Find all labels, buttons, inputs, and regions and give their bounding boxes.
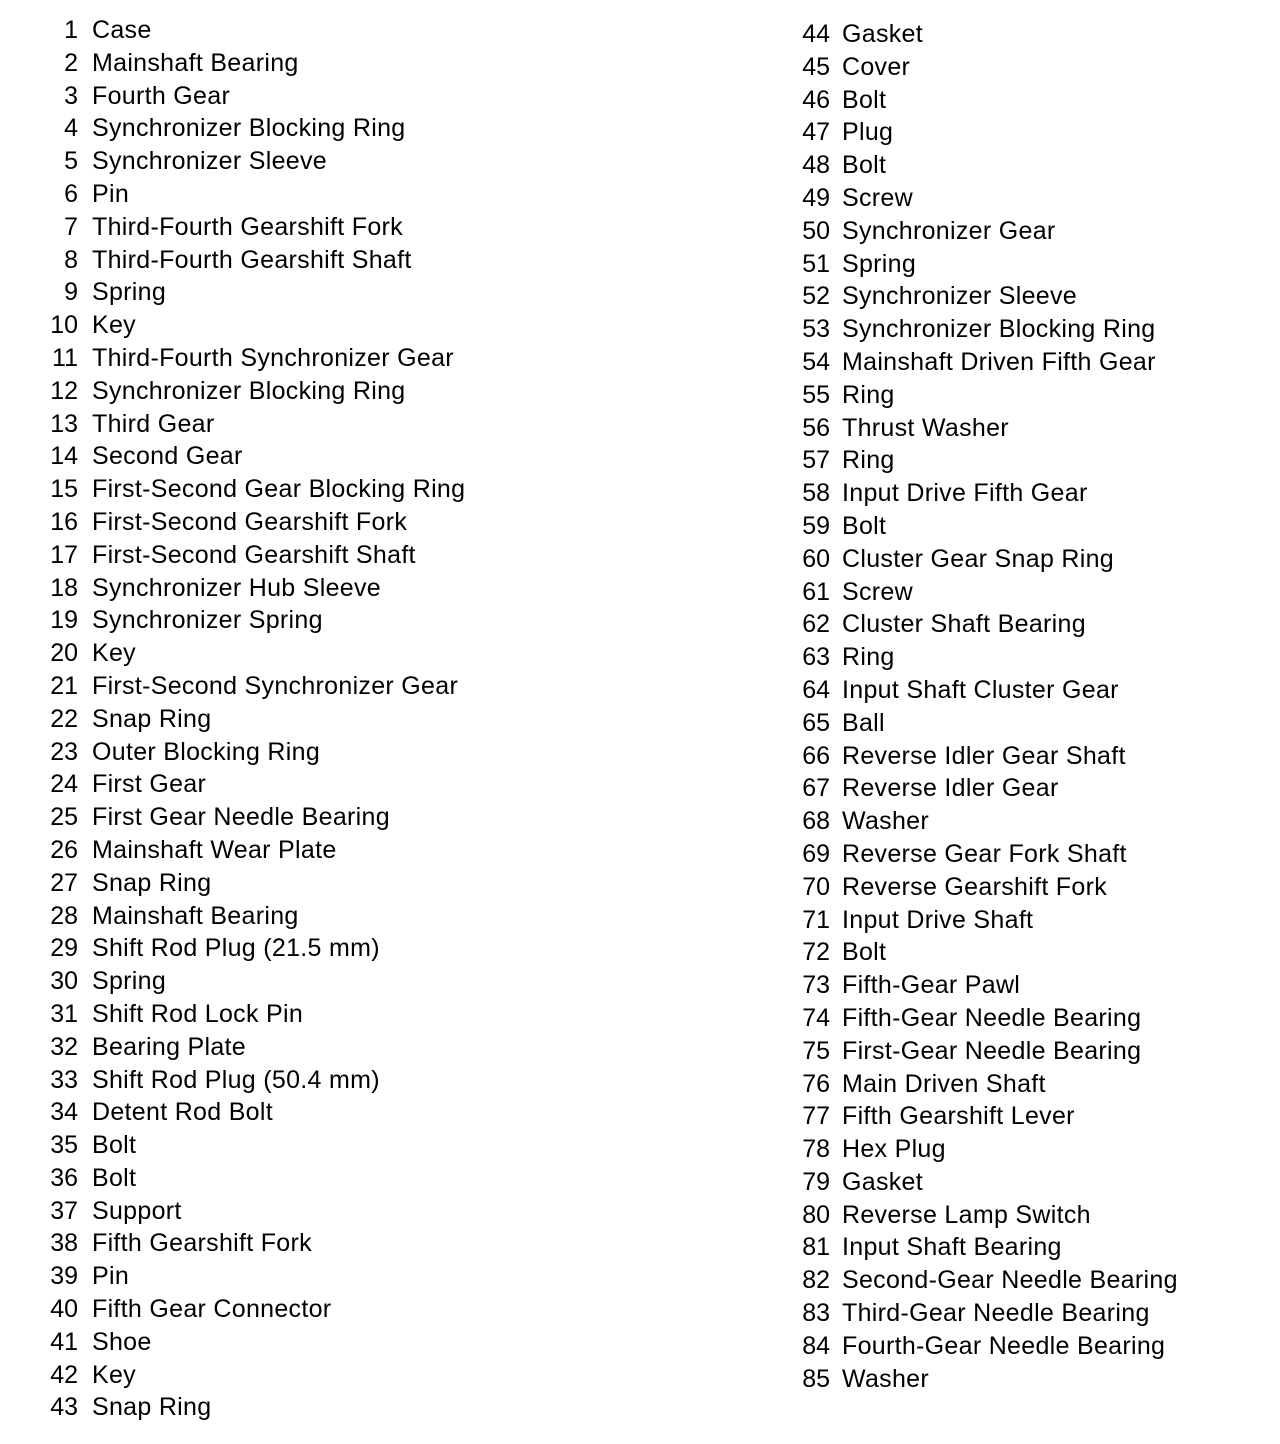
part-number: 85: [802, 1364, 830, 1393]
part-number: 3: [64, 81, 78, 110]
part-name: Gasket: [842, 1167, 923, 1196]
part-row: [0, 670, 640, 703]
part-number: 70: [802, 872, 830, 901]
part-number: 62: [802, 610, 830, 639]
part-row: [0, 900, 640, 933]
part-row: [0, 604, 640, 637]
part-number: 35: [50, 1131, 78, 1160]
part-name: Fifth Gearshift Fork: [92, 1229, 312, 1258]
part-number: 71: [802, 905, 830, 934]
part-name: Fifth-Gear Pawl: [842, 971, 1021, 1000]
part-row: [0, 801, 640, 834]
part-name: Reverse Gearshift Fork: [842, 872, 1108, 901]
part-row: [744, 1264, 1280, 1297]
part-number: 66: [802, 741, 830, 770]
part-name: Shift Rod Plug (50.4 mm): [92, 1065, 380, 1094]
part-row: [0, 1031, 640, 1064]
part-number: 65: [802, 708, 830, 737]
part-number: 33: [50, 1065, 78, 1094]
part-row: [0, 506, 640, 539]
part-row: [744, 116, 1280, 149]
part-row: [0, 145, 640, 178]
part-number: 43: [50, 1393, 78, 1422]
part-row: [744, 1166, 1280, 1199]
part-row: [744, 641, 1280, 674]
part-name: Hex Plug: [842, 1135, 946, 1164]
part-row: [0, 572, 640, 605]
part-name: Reverse Idler Gear: [842, 774, 1059, 803]
part-number: 19: [50, 606, 78, 635]
part-row: [744, 1231, 1280, 1264]
part-name: Shoe: [92, 1327, 152, 1356]
part-number: 36: [50, 1163, 78, 1192]
part-name: Cluster Gear Snap Ring: [842, 544, 1115, 573]
part-number: 18: [50, 573, 78, 602]
part-name: Ball: [842, 708, 885, 737]
part-name: Screw: [842, 183, 913, 212]
part-row: [0, 1129, 640, 1162]
part-number: 4: [64, 114, 78, 143]
part-row: [744, 1330, 1280, 1363]
part-row: [744, 1297, 1280, 1330]
part-row: [0, 1195, 640, 1228]
part-row: [0, 703, 640, 736]
part-row: [744, 1035, 1280, 1068]
parts-list-left-column: [0, 14, 640, 1424]
part-name: Screw: [842, 577, 913, 606]
part-row: [0, 47, 640, 80]
part-row: [0, 768, 640, 801]
part-row: [0, 998, 640, 1031]
part-number: 5: [64, 147, 78, 176]
part-row: [0, 1359, 640, 1392]
part-row: [744, 149, 1280, 182]
part-number: 48: [802, 151, 830, 180]
part-name: Synchronizer Hub Sleeve: [92, 573, 381, 602]
part-row: [0, 932, 640, 965]
part-number: 84: [802, 1331, 830, 1360]
part-name: Reverse Lamp Switch: [842, 1200, 1091, 1229]
part-row: [744, 248, 1280, 281]
part-row: [744, 84, 1280, 117]
part-number: 57: [802, 446, 830, 475]
part-name: Cover: [842, 52, 911, 81]
part-row: [0, 342, 640, 375]
part-name: Third-Gear Needle Bearing: [842, 1299, 1150, 1328]
part-name: Bolt: [92, 1163, 137, 1192]
part-row: [0, 1227, 640, 1260]
part-number: 49: [802, 183, 830, 212]
part-row: [744, 1363, 1280, 1396]
parts-list-right-column: [744, 18, 1280, 1395]
part-row: [0, 1326, 640, 1359]
part-row: [744, 674, 1280, 707]
part-number: 45: [802, 52, 830, 81]
part-row: [0, 80, 640, 113]
part-number: 76: [802, 1069, 830, 1098]
part-row: [0, 1293, 640, 1326]
part-row: [0, 276, 640, 309]
part-name: Washer: [842, 1364, 930, 1393]
part-row: [744, 346, 1280, 379]
part-name: Input Drive Shaft: [842, 905, 1034, 934]
part-number: 12: [50, 376, 78, 405]
part-row: [744, 510, 1280, 543]
part-row: [744, 182, 1280, 215]
part-row: [744, 772, 1280, 805]
part-name: Key: [92, 1360, 136, 1389]
part-name: Second Gear: [92, 442, 243, 471]
part-number: 30: [50, 967, 78, 996]
part-number: 80: [802, 1200, 830, 1229]
part-name: Snap Ring: [92, 868, 212, 897]
part-number: 40: [50, 1295, 78, 1324]
part-row: [744, 1068, 1280, 1101]
part-name: First-Second Gear Blocking Ring: [92, 475, 466, 504]
part-row: [0, 867, 640, 900]
part-row: [744, 51, 1280, 84]
part-number: 52: [802, 282, 830, 311]
part-name: First Gear Needle Bearing: [92, 803, 390, 832]
part-row: [744, 1002, 1280, 1035]
part-number: 38: [50, 1229, 78, 1258]
part-name: Outer Blocking Ring: [92, 737, 321, 766]
part-row: [0, 1391, 640, 1424]
part-name: Shift Rod Plug (21.5 mm): [92, 934, 380, 963]
part-row: [0, 440, 640, 473]
part-name: Third Gear: [92, 409, 215, 438]
part-name: Case: [92, 16, 152, 44]
part-name: Second-Gear Needle Bearing: [842, 1266, 1178, 1295]
part-name: Fourth-Gear Needle Bearing: [842, 1331, 1166, 1360]
part-number: 6: [64, 179, 78, 208]
part-name: Bearing Plate: [92, 1032, 246, 1061]
part-row: [0, 14, 640, 47]
part-name: Synchronizer Blocking Ring: [92, 376, 406, 405]
part-number: 79: [802, 1167, 830, 1196]
part-name: Ring: [842, 380, 895, 409]
part-number: 28: [50, 901, 78, 930]
part-name: Fourth Gear: [92, 81, 231, 110]
part-name: Synchronizer Gear: [842, 216, 1056, 245]
part-number: 68: [802, 807, 830, 836]
part-name: Washer: [842, 807, 930, 836]
part-name: Key: [92, 639, 136, 668]
part-number: 56: [802, 413, 830, 442]
part-number: 22: [50, 704, 78, 733]
part-name: Bolt: [842, 151, 887, 180]
part-number: 16: [50, 507, 78, 536]
part-row: [744, 280, 1280, 313]
part-number: 25: [50, 803, 78, 832]
part-row: [0, 637, 640, 670]
part-name: Mainshaft Wear Plate: [92, 835, 337, 864]
part-name: Synchronizer Spring: [92, 606, 323, 635]
part-row: [744, 707, 1280, 740]
part-number: 37: [50, 1196, 78, 1225]
part-name: Input Shaft Cluster Gear: [842, 675, 1119, 704]
part-name: Spring: [842, 249, 917, 278]
part-row: [744, 1133, 1280, 1166]
part-name: Plug: [842, 118, 894, 147]
part-number: 31: [50, 999, 78, 1028]
part-row: [0, 112, 640, 145]
part-number: 34: [50, 1098, 78, 1127]
part-row: [744, 740, 1280, 773]
part-name: Thrust Washer: [842, 413, 1009, 442]
part-name: Bolt: [842, 938, 887, 967]
part-number: 10: [50, 311, 78, 340]
part-name: First-Second Gearshift Fork: [92, 507, 408, 536]
part-number: 78: [802, 1135, 830, 1164]
part-name: Gasket: [842, 20, 923, 48]
part-number: 82: [802, 1266, 830, 1295]
part-number: 44: [802, 20, 830, 48]
part-number: 21: [50, 671, 78, 700]
part-number: 24: [50, 770, 78, 799]
part-number: 61: [802, 577, 830, 606]
part-number: 77: [802, 1102, 830, 1131]
part-name: Third-Fourth Gearshift Shaft: [92, 245, 412, 274]
part-name: Synchronizer Sleeve: [92, 147, 327, 176]
part-row: [744, 576, 1280, 609]
part-number: 60: [802, 544, 830, 573]
part-name: Snap Ring: [92, 1393, 212, 1422]
part-name: Synchronizer Blocking Ring: [842, 315, 1156, 344]
part-name: First-Second Gearshift Shaft: [92, 540, 416, 569]
part-name: Synchronizer Sleeve: [842, 282, 1077, 311]
part-number: 13: [50, 409, 78, 438]
part-number: 29: [50, 934, 78, 963]
part-name: Bolt: [92, 1131, 137, 1160]
part-number: 2: [64, 48, 78, 77]
part-row: [744, 313, 1280, 346]
part-row: [0, 244, 640, 277]
part-row: [744, 1100, 1280, 1133]
part-number: 27: [50, 868, 78, 897]
part-number: 63: [802, 643, 830, 672]
part-name: Synchronizer Blocking Ring: [92, 114, 406, 143]
part-row: [0, 473, 640, 506]
part-number: 15: [50, 475, 78, 504]
part-row: [0, 211, 640, 244]
part-number: 8: [64, 245, 78, 274]
part-number: 75: [802, 1036, 830, 1065]
part-name: Ring: [842, 643, 895, 672]
part-name: Mainshaft Bearing: [92, 48, 299, 77]
part-number: 59: [802, 511, 830, 540]
part-row: [744, 904, 1280, 937]
part-row: [744, 215, 1280, 248]
part-number: 55: [802, 380, 830, 409]
part-name: Reverse Gear Fork Shaft: [842, 839, 1127, 868]
part-number: 1: [64, 16, 78, 44]
part-name: First Gear: [92, 770, 207, 799]
part-name: Mainshaft Bearing: [92, 901, 299, 930]
part-number: 9: [64, 278, 78, 307]
part-row: [744, 608, 1280, 641]
part-name: Input Shaft Bearing: [842, 1233, 1062, 1262]
part-number: 26: [50, 835, 78, 864]
part-name: Fifth Gearshift Lever: [842, 1102, 1075, 1131]
part-name: Key: [92, 311, 136, 340]
part-number: 11: [52, 343, 78, 372]
part-row: [0, 1162, 640, 1195]
part-row: [744, 1199, 1280, 1232]
part-row: [744, 444, 1280, 477]
part-number: 81: [802, 1233, 830, 1262]
part-name: Bolt: [842, 85, 887, 114]
part-row: [744, 543, 1280, 576]
part-name: Fifth Gear Connector: [92, 1295, 332, 1324]
part-number: 20: [50, 639, 78, 668]
part-name: Detent Rod Bolt: [92, 1098, 273, 1127]
part-name: Fifth-Gear Needle Bearing: [842, 1003, 1142, 1032]
part-row: [0, 965, 640, 998]
part-row: [0, 539, 640, 572]
part-row: [0, 309, 640, 342]
part-number: 54: [802, 347, 830, 376]
part-name: Reverse Idler Gear Shaft: [842, 741, 1126, 770]
part-name: Third-Fourth Gearshift Fork: [92, 212, 403, 241]
part-row: [744, 18, 1280, 51]
part-number: 32: [50, 1032, 78, 1061]
part-name: First-Second Synchronizer Gear: [92, 671, 459, 700]
part-row: [744, 379, 1280, 412]
part-number: 46: [802, 85, 830, 114]
part-name: Input Drive Fifth Gear: [842, 479, 1088, 508]
part-name: Shift Rod Lock Pin: [92, 999, 304, 1028]
part-row: [744, 805, 1280, 838]
part-row: [744, 936, 1280, 969]
part-name: Spring: [92, 278, 167, 307]
part-number: 17: [50, 540, 78, 569]
part-row: [0, 408, 640, 441]
part-name: Pin: [92, 1262, 130, 1291]
part-name: Third-Fourth Synchronizer Gear: [92, 343, 454, 372]
part-row: [744, 871, 1280, 904]
part-row: [0, 178, 640, 211]
part-name: Snap Ring: [92, 704, 212, 733]
part-row: [744, 969, 1280, 1002]
part-name: Mainshaft Driven Fifth Gear: [842, 347, 1156, 376]
part-row: [0, 1260, 640, 1293]
part-number: 39: [50, 1262, 78, 1291]
part-name: Ring: [842, 446, 895, 475]
part-number: 23: [50, 737, 78, 766]
part-row: [744, 838, 1280, 871]
part-number: 73: [802, 971, 830, 1000]
part-row: [744, 477, 1280, 510]
part-name: Spring: [92, 967, 167, 996]
part-row: [0, 1064, 640, 1097]
part-row: [0, 736, 640, 769]
part-number: 7: [64, 212, 78, 241]
part-name: Pin: [92, 179, 130, 208]
part-number: 41: [50, 1327, 78, 1356]
part-number: 64: [802, 675, 830, 704]
part-number: 58: [802, 479, 830, 508]
part-row: [0, 375, 640, 408]
part-number: 69: [802, 839, 830, 868]
part-number: 42: [50, 1360, 78, 1389]
part-row: [0, 1096, 640, 1129]
part-number: 67: [802, 774, 830, 803]
part-name: Cluster Shaft Bearing: [842, 610, 1086, 639]
part-number: 72: [802, 938, 830, 967]
part-name: Support: [92, 1196, 182, 1225]
part-number: 74: [802, 1003, 830, 1032]
part-number: 51: [802, 249, 830, 278]
part-number: 50: [802, 216, 830, 245]
part-number: 14: [50, 442, 78, 471]
part-row: [0, 834, 640, 867]
part-number: 53: [802, 315, 830, 344]
part-name: Bolt: [842, 511, 887, 540]
part-row: [744, 412, 1280, 445]
part-number: 47: [802, 118, 830, 147]
part-number: 83: [802, 1299, 830, 1328]
part-name: First-Gear Needle Bearing: [842, 1036, 1142, 1065]
part-name: Main Driven Shaft: [842, 1069, 1046, 1098]
